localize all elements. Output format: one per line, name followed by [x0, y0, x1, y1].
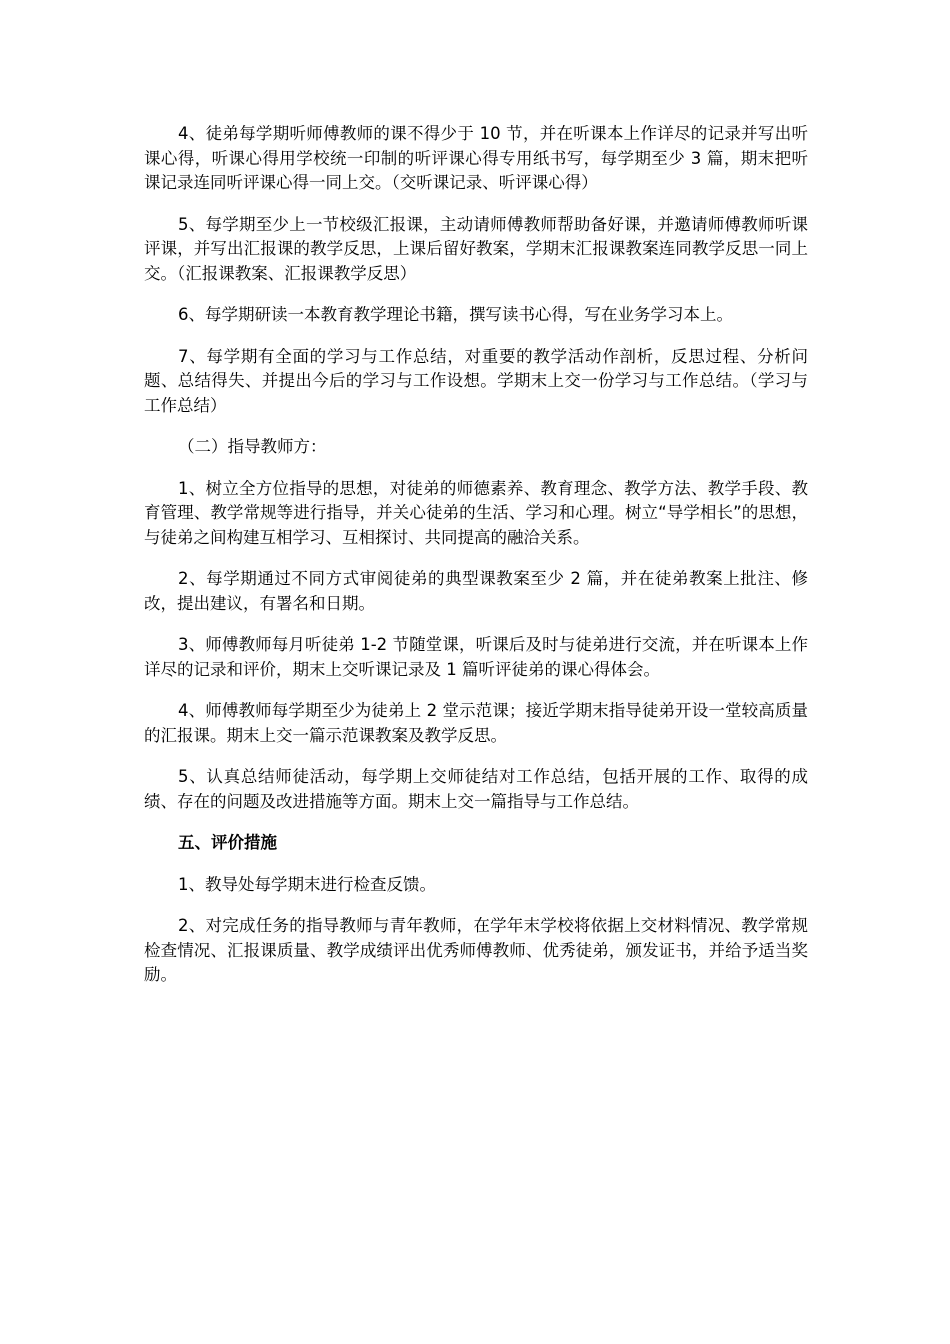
paragraph-mentor-item-5: 5、认真总结师徒活动，每学期上交师徒结对工作总结，包括开展的工作、取得的成绩、存在的问题及改进措施等方面。期末上交一篇指导与工作总结。: [144, 767, 808, 811]
paragraph-evaluation-item-2: 2、对完成任务的指导教师与青年教师，在学年末学校将依据上交材料情况、教学常规检查情况、汇报课质量、教学成绩评出优秀师傅教师、优秀徒弟，颁发证书，并给予适当奖励。: [144, 916, 808, 984]
paragraph-mentor-item-2: 2、每学期通过不同方式审阅徒弟的典型课教案至少 2 篇，并在徒弟教案上批注、修改，提出建议，有署名和日期。: [144, 569, 808, 613]
paragraph-apprentice-item-5: 5、每学期至少上一节校级汇报课，主动请师傅教师帮助备好课，并邀请师傅教师听课评课，并写出汇报课的教学反思，上课后留好教案，学期末汇报课教案连同教学反思一同上交。（汇报课教案、汇报课教学反思）: [144, 214, 808, 283]
paragraph-apprentice-item-4: 4、徒弟每学期听师傅教师的课不得少于 10 节，并在听课本上作详尽的记录并写出听课心得，听课心得用学校统一印制的听评课心得专用纸书写，每学期至少 3 篇，期末把听课记录连同听评课心得一同上交。（交听课记录、听评课心得）: [144, 124, 808, 192]
section-heading-evaluation: 五、评价措施: [178, 833, 277, 852]
paragraph-apprentice-item-6: 6、每学期研读一本教育教学理论书籍，撰写读书心得，写在业务学习本上。: [178, 305, 733, 324]
paragraph-mentor-item-3: 3、师傅教师每月听徒弟 1-2 节随堂课，听课后及时与徒弟进行交流，并在听课本上作详尽的记录和评价，期末上交听课记录及 1 篇听评徒弟的课心得体会。: [144, 635, 808, 679]
paragraph-apprentice-item-7: 7、每学期有全面的学习与工作总结，对重要的教学活动作剖析，反思过程、分析问题、总结得失、并提出今后的学习与工作设想。学期末上交一份学习与工作总结。（学习与工作总结）: [144, 346, 808, 415]
paragraph-mentor-item-1: 1、树立全方位指导的思想，对徒弟的师德素养、教育理念、教学方法、教学手段、教育管理、教学常规等进行指导，并关心徒弟的生活、学习和心理。树立“导学相长”的思想，与徒弟之间构建互相学习、互相探讨、共同提高的融洽关系。: [144, 478, 808, 547]
paragraph-evaluation-item-1: 1、教导处每学期末进行检查反馈。: [178, 874, 436, 894]
subheading-mentor-side: （二）指导教师方：: [178, 437, 327, 456]
document-page: [144, 122, 808, 1005]
paragraph-mentor-item-4: 4、师傅教师每学期至少为徒弟上 2 堂示范课；接近学期末指导徒弟开设一堂较高质量的汇报课。期末上交一篇示范课教案及教学反思。: [144, 701, 808, 745]
